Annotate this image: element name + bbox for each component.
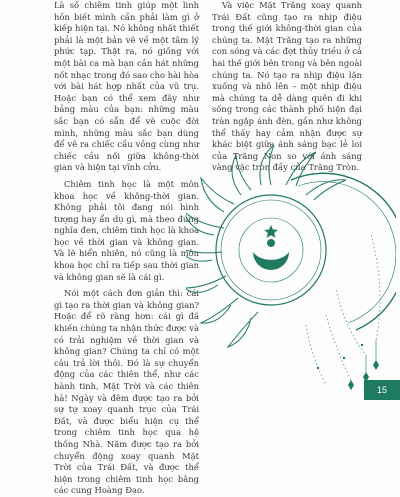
moon-star-symbol-icon: [253, 225, 289, 270]
left-paragraph-2: Chiêm tinh học là một môn khoa học về không-thời gian. Không phải tôi đang nói hình tượng hay ẩn dụ gì, mà theo đúng nghĩa đen, chiêm tinh học là khoa học về thời gian và không gian. Và lẽ hiển nhiên, nó cũng là môn khoa học chỉ ra tiếp sau thời gian và không gian sẽ là cái gì.: [54, 178, 199, 282]
crescent-moon-icon: [291, 173, 396, 330]
sun-rays-icon: [186, 145, 346, 347]
left-paragraph-3: Nói một cách đơn giản thì: cái gì tạo ra thời gian và không gian? Hoặc để rõ ràng hơn: cái gì đã khiến chúng ta nhận thức được và có trải nghiệm về thời gian và không gian? Chúng ta chỉ có một câu trả lời thôi. Đó là sự chuyển động của các thiên thể, như các hành tinh, Mặt Trời và các thiên hà! Ngày và đêm được tạo ra bởi sự tự xoay quanh trục của Trái Đất, và được biểu hiện cụ thể trong chiêm tinh học qua hệ thống Nhà. Năm được tạo ra bởi chuyển động xoay quanh Mặt Trời của Trái Đất, và được thể hiện trong chiêm tinh học bằng các cung Hoàng Đạo.: [54, 288, 199, 496]
left-column: [54, 0, 199, 497]
bead-chains-icon: [306, 235, 380, 390]
right-paragraph-1: Và việc Mặt Trăng xoay quanh Trái Đất cũng tạo ra nhịp điệu trong thế giới không-thời gian của chúng ta. Mặt Trăng tạo ra những con sóng và các đợt thủy triều ở cả hai thế giới bên trong và bên ngoài chúng ta. Nó tạo ra nhịp điệu lặn xuống và nhô lên – một nhịp điệu mà chúng ta dễ dàng quên đi khi sống trong các thành phố hiện đại tràn ngập ánh đèn, gần như không thể thấy hay cảm nhận được sự khác biệt giữa ánh sáng bạc lẻ loi của Trăng Non so với ánh sáng vàng vặc tròn đầy của Trăng Tròn.: [212, 0, 362, 173]
sun-moon-star-illustration: [186, 140, 396, 390]
page-number: 15: [364, 380, 400, 400]
left-paragraph-1: Là số chiêm tinh giúp một linh hồn biết mình cần phải làm gì ở kiếp hiện tại. Nó không nhất thiết phải là một bản vẽ về một tâm lý phức tạp. Thật ra, nó giống với một bài ca mà bạn cần hát những nốt nhạc trong đó sao cho hài hòa với bài hát hợp nhất của vũ trụ. Hoặc bạn có thể xem đây như bảng màu của bạn: những màu sắc bạn có sẵn để vẽ cuộc đời mình, những màu sắc bạn dùng để vẽ ra chiếc cầu vồng cùng như chiếc cầu nối giữa không-thời gian và hiện tại vĩnh cửu.: [54, 0, 199, 173]
